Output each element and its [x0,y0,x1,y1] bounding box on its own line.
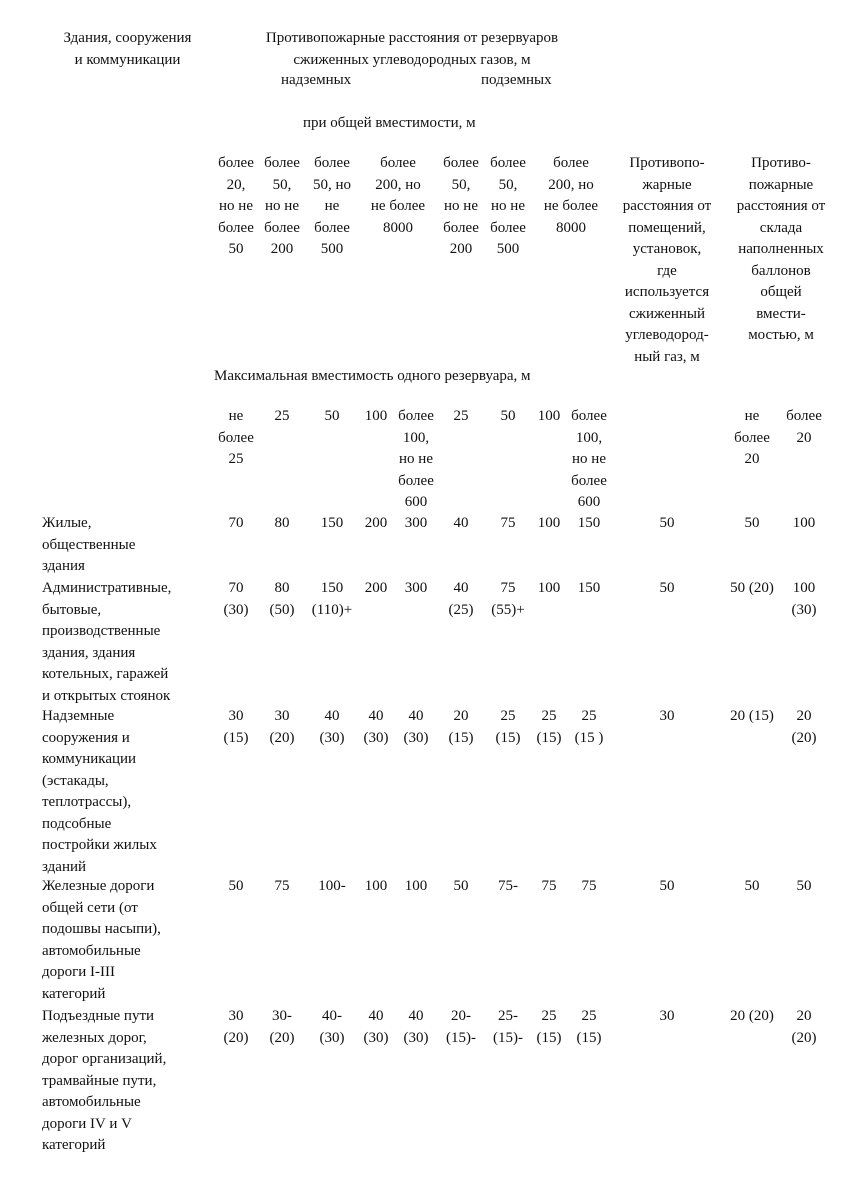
table-cell [608,578,726,600]
table-cell-line: (15) [576,1029,602,1046]
capacity-range-line: более [218,219,254,236]
capacity-range [535,153,607,239]
table-cell-line: 70 [228,515,244,531]
max-capacity-value-line: более [398,408,434,424]
table-cell-line: 30 [659,708,675,724]
row-label-line: и открытых стоянок [42,687,171,704]
capacity-range-line: 500 [496,241,520,257]
table-cell-line: 30- [272,1008,292,1024]
table-cell-line: 300 [404,515,428,531]
max-capacity-value-line: более [218,429,254,446]
capacity-range-line: более [490,219,526,236]
capacity-range-line: 8000 [556,219,586,236]
table-cell [434,876,488,898]
table-cell-line: (15) [536,1029,562,1046]
header-warehouse-line: вмести- [756,305,806,322]
table-cell-line: 20 (20) [730,1008,774,1024]
max-capacity-value [483,406,533,428]
capacity-range-line: 50, но [312,176,352,193]
table-cell-line: (30) [403,729,429,746]
row-label-line: Железные дороги [42,878,155,894]
header-premises-line: сжиженный [628,305,706,322]
table-cell-line: 20 [453,708,469,724]
table-cell-line: (30) [403,1029,429,1046]
capacity-range-line: 200 [449,241,473,257]
table-cell [255,578,309,621]
header-premises-line: ный газ, м [634,348,700,365]
table-cell-line: 25 [500,708,516,724]
table-cell-line: 150 [320,580,344,596]
capacity-range [484,153,532,261]
max-capacity-value-line: более [734,429,770,446]
table-cell-line: 75- [498,878,518,894]
table-cell-line: (20) [269,1029,295,1046]
header-premises-line: расстояния от [622,198,712,214]
row-label-line: автомобильные [42,1094,141,1110]
table-cell-line: 25 [541,708,557,724]
row-label-line: сооружения и [42,729,130,746]
row-label-line: категорий [42,1137,106,1153]
row-label-line: постройки жилых [42,837,157,853]
row-label-line: здания [42,558,85,574]
header-total-capacity: при общей вместимости, м [303,115,476,131]
max-capacity-value-line: 600 [577,494,601,510]
table-cell-line: 75 [274,878,290,894]
capacity-range-line: более [264,219,300,236]
table-cell [608,706,726,728]
row-label-line: зданий [42,858,87,875]
table-cell-line: (25) [448,601,474,618]
table-cell-line: 75 [500,515,516,531]
table-cell-line: 20 [796,1008,812,1024]
header-premises-line: используется [624,284,710,300]
table-cell-line: 75 [541,878,557,894]
table-cell-line: 150 [577,515,601,531]
max-capacity-value [257,406,307,428]
max-capacity-value [436,406,486,428]
capacity-range-line: но не [491,198,525,214]
table-cell-line: (30) [363,729,389,746]
capacity-range-line: 200 [270,241,294,257]
capacity-range [212,153,260,261]
table-cell-line: 50 [659,515,675,531]
capacity-range-line: более [314,219,350,236]
table-cell-line: 80 [274,580,290,596]
capacity-range-line: не более [543,198,599,214]
capacity-range-line: 50 [228,241,244,257]
table-cell-line: 50 (20) [730,580,774,596]
max-capacity-value-line: более [571,408,607,424]
table-cell-line: 100 [792,515,816,531]
row-label-line: Подъездные пути [42,1008,155,1024]
table-cell-line: 100 [792,580,816,596]
capacity-range-line: 50, [272,176,292,193]
table-cell-line: 100 [364,878,388,894]
table-cell [434,1006,488,1049]
header-warehouse-line: пожарные [748,176,814,193]
max-capacity-value-line: более [398,472,434,489]
table-cell [773,706,835,749]
row-label-line: подсобные [42,815,112,832]
table-cell-line: 200 [364,580,388,596]
header-premises-line: жарные [642,176,692,193]
capacity-range-line: 50, [451,176,471,193]
table-cell-line: 25- [498,1008,518,1024]
table-cell [434,513,488,535]
capacity-range [362,153,434,239]
table-cell-line: 150 [320,515,344,531]
table-cell [773,876,835,898]
capacity-range-line: более [443,219,479,236]
table-cell-line: 30 [228,1008,244,1024]
table-cell-line: (15)- [446,1029,476,1046]
table-cell-line: (30) [223,601,249,618]
capacity-range-line: более [443,155,479,171]
table-cell-line: 50 [744,515,760,531]
capacity-range-line: более [218,155,254,171]
table-cell [608,876,726,898]
row-label-line: Надземные [42,708,115,724]
header-warehouse-line: общей [760,284,802,300]
table-cell-line: (15 ) [574,729,604,746]
row-label-line: бытовые, [42,601,102,618]
table-cell-line: 50 [659,580,675,596]
row-label [42,1006,166,1157]
table-cell-line: (30) [319,1029,345,1046]
max-capacity-value [211,406,261,471]
header-buildings-line: и коммуникации [74,51,181,68]
table-cell-line: 80 [274,515,290,531]
capacity-range-line: более [314,155,350,171]
capacity-range [258,153,306,261]
max-capacity-value-line: 100, [575,429,603,446]
max-capacity-value-line: 600 [404,494,428,510]
table-cell-line: (30) [363,1029,389,1046]
max-capacity-value [775,406,833,449]
row-label-line: дороги I-III [42,964,116,980]
max-capacity-value-line: 100, [402,429,430,446]
capacity-range-line: 200, но [548,176,594,193]
header-premises-line: углеводород- [625,327,709,343]
max-capacity-value-line: 25 [274,408,290,424]
table-cell-line: 300 [404,580,428,596]
row-label-line: дорог организаций, [42,1051,167,1067]
table-cell [434,706,488,749]
table-cell-line: 25 [581,708,597,724]
capacity-range-line: более [490,155,526,171]
row-label-line: трамвайные пути, [42,1072,157,1089]
header-fire-distances [222,28,602,71]
row-label [42,706,157,878]
table-cell-line: (15) [223,729,249,746]
max-capacity-value-line: более [786,408,822,424]
header-fire-distances-line: сжиженных углеводородных газов, м [293,51,531,68]
table-cell-line: 200 [364,515,388,531]
row-label [42,876,161,1005]
row-label-line: котельных, гаражей [42,666,169,682]
header-premises-line: Противопо- [629,155,705,171]
table-cell-line: 20 (15) [730,708,774,724]
table-cell-line: 40 [368,1008,384,1024]
table-cell-line: 20- [451,1008,471,1024]
table-cell [773,513,835,535]
table-cell [255,706,309,749]
max-capacity-value-line: но не [399,451,433,467]
header-warehouse-line: мостью, м [748,327,814,343]
table-cell-line: (20) [269,729,295,746]
max-capacity-value-line: 20 [796,429,812,446]
max-capacity-value [392,406,440,514]
table-cell-line: (15) [536,729,562,746]
row-label-line: категорий [42,985,106,1002]
max-capacity-value-line: 25 [453,408,469,424]
capacity-range-line: 8000 [383,219,413,236]
capacity-range-line: не более [370,198,426,214]
header-warehouse-line: наполненных [738,241,824,257]
capacity-range-line: 500 [320,241,344,257]
table-cell-line: 50 [453,878,469,894]
table-cell-line: 40 [453,515,469,531]
table-cell-line: 100 [404,878,428,894]
row-label-line: дороги IV и V [42,1115,132,1132]
row-label-line: производственные [42,623,161,639]
table-cell [255,1006,309,1049]
table-cell-line: 75 [500,580,516,596]
max-capacity-value-line: 100 [537,408,561,424]
max-capacity-value-line: 50 [500,408,516,424]
table-cell-line: 30 [228,708,244,724]
table-cell-line: 30 [659,1008,675,1024]
table-cell-line: 150 [577,580,601,596]
capacity-range-line: но не [219,198,253,214]
capacity-range-line: но не [444,198,478,214]
max-capacity-value-line: 100 [364,408,388,424]
row-label-line: автомобильные [42,942,141,959]
table-cell [608,1006,726,1028]
header-above-ground: надземных [281,72,352,88]
table-cell [255,513,309,535]
capacity-range-line: более [380,155,416,171]
max-capacity-value [305,406,359,428]
row-label-line: Административные, [42,580,172,596]
header-warehouse-line: склада [759,219,803,236]
table-cell-line: (15)- [493,1029,523,1046]
row-label-line: общественные [42,536,136,553]
max-capacity-value-line: но не [572,451,606,467]
capacity-range-line: более [553,155,589,171]
max-capacity-value-line: не [228,408,244,424]
max-capacity-value [564,406,614,514]
table-cell-line: (50) [269,601,295,618]
table-cell-line: (15) [448,729,474,746]
table-cell-line: 75 [581,878,597,894]
table-cell-line: 40 [408,708,424,724]
table-cell-line: 40- [322,1008,342,1024]
row-label-line: Жилые, [42,515,92,531]
table-cell-line: (55)+ [491,601,525,618]
table-cell-line: (20) [791,1029,817,1046]
row-label-line: подошвы насыпи), [42,921,161,937]
table-cell-line: 25 [581,1008,597,1024]
header-premises-line: установок, [632,241,702,257]
row-label-line: здания, здания [42,644,136,661]
capacity-range-line: 200, но [375,176,421,193]
table-cell-line: (110)+ [311,601,353,618]
header-warehouse-line: расстояния от [736,198,826,214]
table-cell-line: 70 [228,580,244,596]
table-cell-line: (20) [791,729,817,746]
header-underground: подземных [481,72,552,88]
table-cell [255,876,309,898]
row-label-line: (эстакады, [42,772,109,789]
table-cell-line: 30 [274,708,290,724]
row-label-line: коммуникации [42,751,137,767]
table-cell-line: (20) [223,1029,249,1046]
table-cell-line: 50 [228,878,244,894]
header-buildings [40,28,215,71]
row-label-line: общей сети (от [42,899,138,916]
header-buildings-line: Здания, сооружения [63,30,192,46]
max-capacity-value-line: 50 [324,408,340,424]
table-cell-line: 50 [796,878,812,894]
header-premises-distances [604,153,730,368]
header-warehouse-line: Противо- [751,155,811,171]
capacity-range [306,153,358,261]
row-label-line: железных дорог, [42,1029,147,1046]
table-cell-line: (30) [319,729,345,746]
row-label [42,578,171,707]
max-capacity-value-line: 20 [744,451,760,467]
table-cell-line: 50 [744,878,760,894]
table-cell-line: 100- [318,878,346,894]
header-premises-line: помещений, [628,219,706,236]
capacity-range [437,153,485,261]
capacity-range-line: 50, [498,176,518,193]
row-label [42,513,135,578]
table-cell-line: (15) [495,729,521,746]
table-cell-line: 50 [659,878,675,894]
table-cell-line: 40 [408,1008,424,1024]
capacity-range-line: 20, [226,176,246,193]
table-cell-line: 25 [541,1008,557,1024]
table-cell-line: (30) [791,601,817,618]
header-warehouse-line: баллонов [751,262,811,279]
table-cell-line: 40 [453,580,469,596]
capacity-range-line: более [264,155,300,171]
row-label-line: теплотрассы), [42,794,132,810]
max-capacity-value-line: более [571,472,607,489]
table-cell-line: 100 [537,580,561,596]
table-cell-line: 20 [796,708,812,724]
header-premises-line: где [657,262,677,279]
max-capacity-value-line: не [744,408,760,424]
table-cell-line: 40 [368,708,384,724]
table-cell-line: 40 [324,708,340,724]
table-cell [773,578,835,621]
table-cell [434,578,488,621]
header-fire-distances-line: Противопожарные расстояния от резервуаров [265,30,559,46]
header-max-capacity: Максимальная вместимость одного резервуара, м [214,368,531,384]
table-cell [773,1006,835,1049]
capacity-range-line: но не [265,198,299,214]
header-warehouse-distances [718,153,844,347]
table-cell [608,513,726,535]
max-capacity-value-line: 25 [228,451,244,467]
capacity-range-line: не [324,198,340,214]
table-cell-line: 100 [537,515,561,531]
